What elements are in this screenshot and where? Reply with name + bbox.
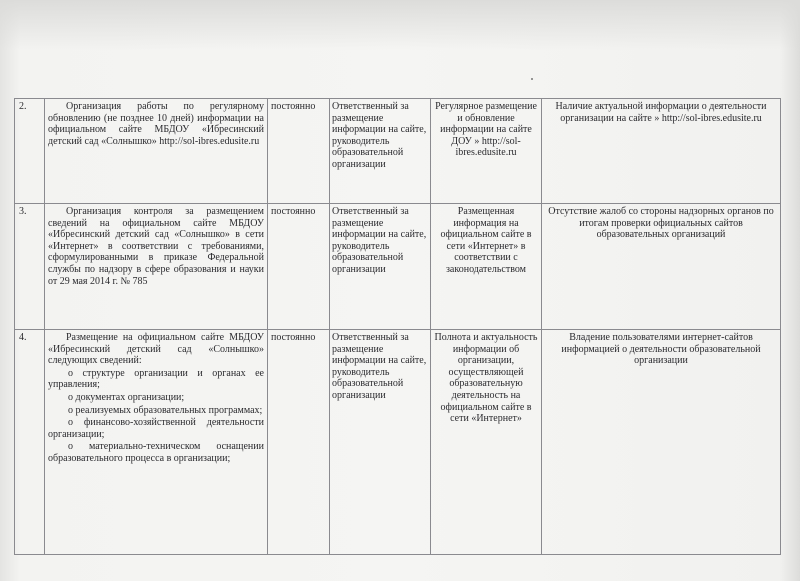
speck [531,78,533,80]
responsible-cell: Ответственный за размещение информации на сайте, руководитель образовательной организации [330,99,431,204]
info-item: о финансово-хозяйственной деятельности организации; [48,417,264,440]
period-cell: постоянно [268,330,330,555]
row-number: 4. [15,330,45,555]
responsible-cell: Ответственный за размещение информации на сайте, руководитель образовательной организации [330,204,431,330]
row-number: 2. [15,99,45,204]
activity-description: Организация работы по регулярному обновлению (не позднее 10 дней) информации на официальном сайте МБДОУ «Ибресинский детский сад «Солнышко» http://sol-ibres.edusite.ru [45,99,268,204]
period-cell: постоянно [268,99,330,204]
activity-intro: Размещение на официальном сайте МБДОУ «Ибресинский детский сад «Солнышко» следующих сведений: [48,332,264,367]
row-number: 3. [15,204,45,330]
period-cell: постоянно [268,204,330,330]
table-row [15,99,781,204]
responsible-cell: Ответственный за размещение информации на сайте, руководитель образовательной организации [330,330,431,555]
measures-table [14,98,781,555]
info-item: о структуре организации и органах ее управления; [48,367,264,391]
table-row [15,204,781,330]
indicator-cell: Отсутствие жалоб со стороны надзорных органов по итогам проверки официальных сайтов образовательных организаций [542,204,781,330]
info-item: о реализуемых образовательных программах; [68,404,263,416]
table-row [15,330,781,555]
expected-result-cell: Регулярное размещение и обновление информации на сайте ДОУ » http://sol-ibres.edusite.ru [431,99,542,204]
info-item: о материально-техническом оснащении образовательного процесса в организации; [48,441,264,464]
activity-description [45,330,268,555]
activity-description: Организация контроля за размещением сведений на официальном сайте МБДОУ «Ибресинский детский сад «Солнышко» в сети «Интернет» в соответствии с требованиями, сформулированными в приказе Федеральной службы по надзору в сфере образования и науки от 29 мая 2014 г. № 785 [45,204,268,330]
indicator-cell: Наличие актуальной информации о деятельности организации на сайте » http://sol-ibres.edusite.ru [542,99,781,204]
info-item: о документах организации; [68,391,185,403]
expected-result-cell: Полнота и актуальность информации об организации, осуществляющей образовательную деятельность на официальном сайте в сети «Интернет» [431,330,542,555]
indicator-cell: Владение пользователями интернет-сайтов информацией о деятельности образовательной организации [542,330,781,555]
expected-result-cell: Размещенная информация на официальном сайте в сети «Интернет» в соответствии с законодательством [431,204,542,330]
